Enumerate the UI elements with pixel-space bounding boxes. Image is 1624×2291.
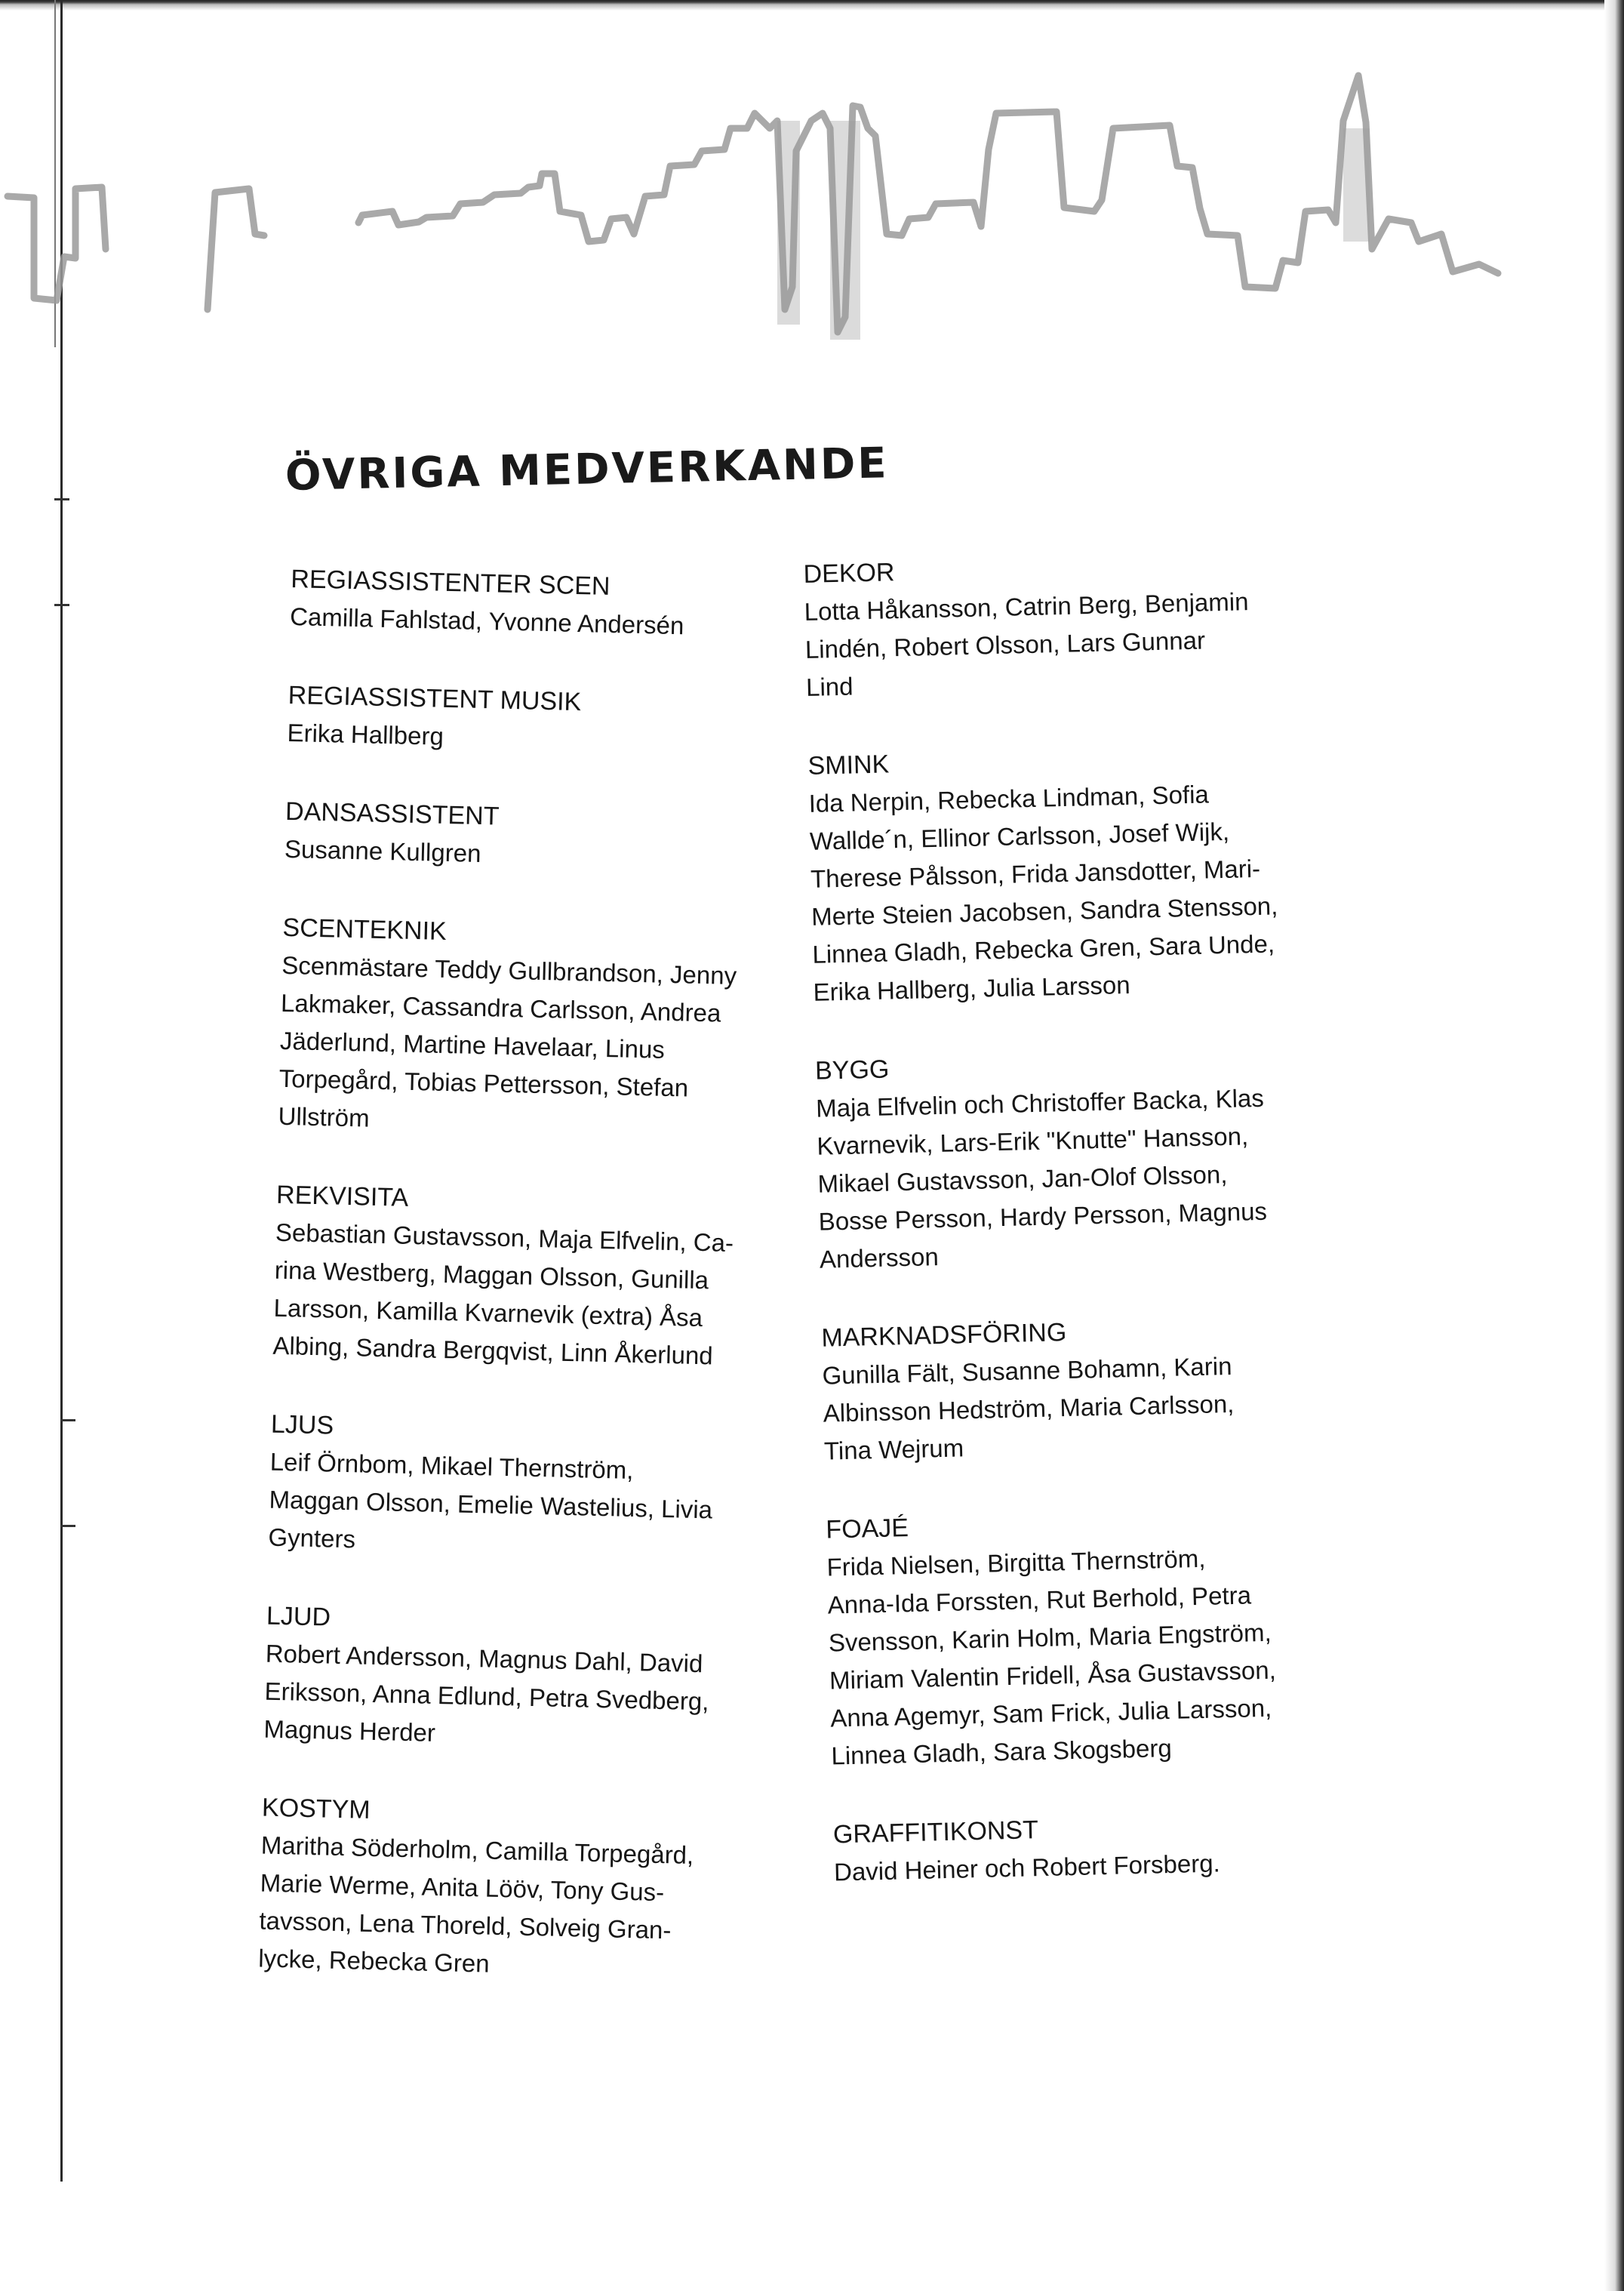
credits-section <box>278 909 811 1147</box>
section-title: SMINK <box>807 750 890 781</box>
credits-section <box>826 1498 1360 1775</box>
credit-line: Albing, Sandra Bergqvist, Linn Åkerlund <box>272 1331 714 1370</box>
section-title: DEKOR <box>803 558 895 589</box>
credit-line: Erika Hallberg, Julia Larsson <box>813 970 1130 1006</box>
credit-line: Anna-Ida Forssten, Rut Berhold, Petra <box>827 1581 1252 1619</box>
credit-line: Ida Nerpin, Rebecka Lindman, Sofia <box>808 780 1210 818</box>
credits-section <box>803 543 1335 707</box>
credit-line: Magnus Herder <box>263 1714 436 1747</box>
credit-line: Lindén, Robert Olsson, Lars Gunnar <box>804 626 1206 664</box>
section-body <box>263 1635 794 1760</box>
credit-line: Lakmaker, Cassandra Carlsson, Andrea <box>280 988 721 1027</box>
credit-line: lycke, Rebecka Gren <box>257 1944 491 1978</box>
credits-section <box>268 1406 800 1569</box>
credits-section <box>290 560 820 648</box>
credit-line: Leif Örnbom, Mikael Thernström, <box>269 1447 634 1485</box>
section-title: LJUD <box>266 1601 331 1632</box>
credits-section <box>258 1789 791 1990</box>
section-body <box>808 772 1342 1011</box>
section-title: BYGG <box>814 1055 890 1085</box>
section-title: REKVISITA <box>275 1180 409 1212</box>
credit-line: Lotta Håkansson, Catrin Berg, Benjamin <box>804 587 1249 626</box>
city-skyline-icon <box>0 60 1509 408</box>
credit-line: Marie Werme, Anita Lööv, Tony Gus- <box>260 1868 665 1907</box>
credit-line: Gynters <box>268 1523 356 1554</box>
margin-tick <box>54 498 69 500</box>
credit-line: Wallde´n, Ellinor Carlsson, Josef Wijk, <box>809 817 1230 855</box>
margin-tick <box>60 1525 75 1527</box>
credit-line: Svensson, Karin Holm, Maria Engström, <box>828 1618 1272 1657</box>
credit-line: Albinsson Hedström, Maria Carlsson, <box>823 1389 1235 1427</box>
credit-line: Lind <box>805 672 854 701</box>
section-body <box>258 1827 790 1990</box>
credit-line: Anna Agemyr, Sam Frick, Julia Larsson, <box>829 1693 1272 1732</box>
credit-line: Andersson <box>819 1242 940 1273</box>
right-column <box>803 543 1364 1932</box>
credits-section <box>263 1597 795 1760</box>
section-title: REGIASSISTENTER SCEN <box>290 564 611 601</box>
credit-line: rina Westberg, Maggan Olsson, Gunilla <box>274 1255 709 1295</box>
margin-tick <box>60 1419 75 1421</box>
credit-line: Susanne Kullgren <box>284 834 481 868</box>
credits-section <box>807 734 1342 1011</box>
section-title: REGIASSISTENT MUSIK <box>288 680 582 717</box>
section-body <box>826 1536 1360 1775</box>
credit-line: Maja Elfvelin och Christoffer Backa, Klas <box>815 1083 1265 1122</box>
credit-line: Frida Nielsen, Birgitta Thernström, <box>826 1544 1206 1581</box>
credit-line: Jäderlund, Martine Havelaar, Linus <box>279 1026 666 1064</box>
section-title: LJUS <box>270 1409 334 1440</box>
credit-line: Scenmästare Teddy Gullbrandson, Jenny <box>281 950 737 990</box>
credit-line: Maritha Söderholm, Camilla Torpegård, <box>260 1831 694 1870</box>
section-title: MARKNADSFÖRING <box>820 1318 1067 1353</box>
credit-line: Robert Andersson, Magnus Dahl, David <box>265 1639 703 1678</box>
section-body <box>268 1443 798 1569</box>
page-title: ÖVRIGA MEDVERKANDE <box>285 439 890 500</box>
credit-line: Mikael Gustavsson, Jan-Olof Olsson, <box>817 1159 1228 1198</box>
credits-section <box>815 1039 1349 1278</box>
section-title: KOSTYM <box>261 1793 371 1824</box>
credit-line: Torpegård, Tobias Pettersson, Stefan <box>278 1064 689 1102</box>
section-body <box>816 1077 1349 1278</box>
credit-line: Linnea Gladh, Sara Skogsberg <box>831 1733 1173 1770</box>
credits-section <box>287 676 817 764</box>
credit-line: Tina Wejrum <box>823 1433 964 1465</box>
credit-line: David Heiner och Robert Forsberg. <box>833 1849 1221 1886</box>
credits-section <box>821 1307 1353 1470</box>
credit-line: Kvarnevik, Lars-Erik "Knutte" Hansson, <box>816 1122 1249 1160</box>
section-body <box>822 1344 1352 1470</box>
credit-line: Merte Steien Jacobsen, Sandra Stensson, <box>810 891 1278 931</box>
section-title: GRAFFITIKONST <box>832 1815 1039 1849</box>
credit-line: Eriksson, Anna Edlund, Petra Svedberg, <box>264 1677 709 1716</box>
section-title: FOAJÉ <box>825 1513 909 1544</box>
credits-section <box>272 1176 805 1377</box>
credit-line: tavsson, Lena Thoreld, Solveig Gran- <box>259 1906 672 1945</box>
credit-line: Sebastian Gustavsson, Maja Elfvelin, Ca- <box>275 1218 734 1258</box>
credit-line: Larsson, Kamilla Kvarnevik (extra) Åsa <box>273 1293 703 1332</box>
credit-line: Linnea Gladh, Rebecka Gren, Sara Unde, <box>812 929 1275 968</box>
credit-line: Ullström <box>278 1101 371 1132</box>
scan-top-edge <box>0 0 1624 11</box>
credits-section <box>832 1803 1362 1891</box>
scan-right-edge <box>1604 0 1624 2291</box>
section-body <box>804 580 1334 706</box>
section-title: SCENTEKNIK <box>282 913 448 946</box>
credit-line: Maggan Olsson, Emelie Wastelius, Livia <box>269 1485 713 1524</box>
credit-line: Camilla Fahlstad, Yvonne Andersén <box>289 602 684 640</box>
credit-line: Gunilla Fält, Susanne Bohamn, Karin <box>822 1351 1232 1390</box>
credit-line: Miriam Valentin Fridell, Åsa Gustavsson, <box>829 1655 1277 1695</box>
credits-section <box>284 793 814 880</box>
credit-line: Erika Hallberg <box>287 718 444 750</box>
margin-tick <box>54 604 69 606</box>
credit-line: Therese Pålsson, Frida Jansdotter, Mari- <box>810 854 1261 893</box>
section-body <box>272 1214 804 1377</box>
left-column <box>257 560 819 2031</box>
section-body <box>278 947 810 1147</box>
section-title: DANSASSISTENT <box>285 796 500 831</box>
credit-line: Bosse Persson, Hardy Persson, Magnus <box>818 1196 1268 1236</box>
